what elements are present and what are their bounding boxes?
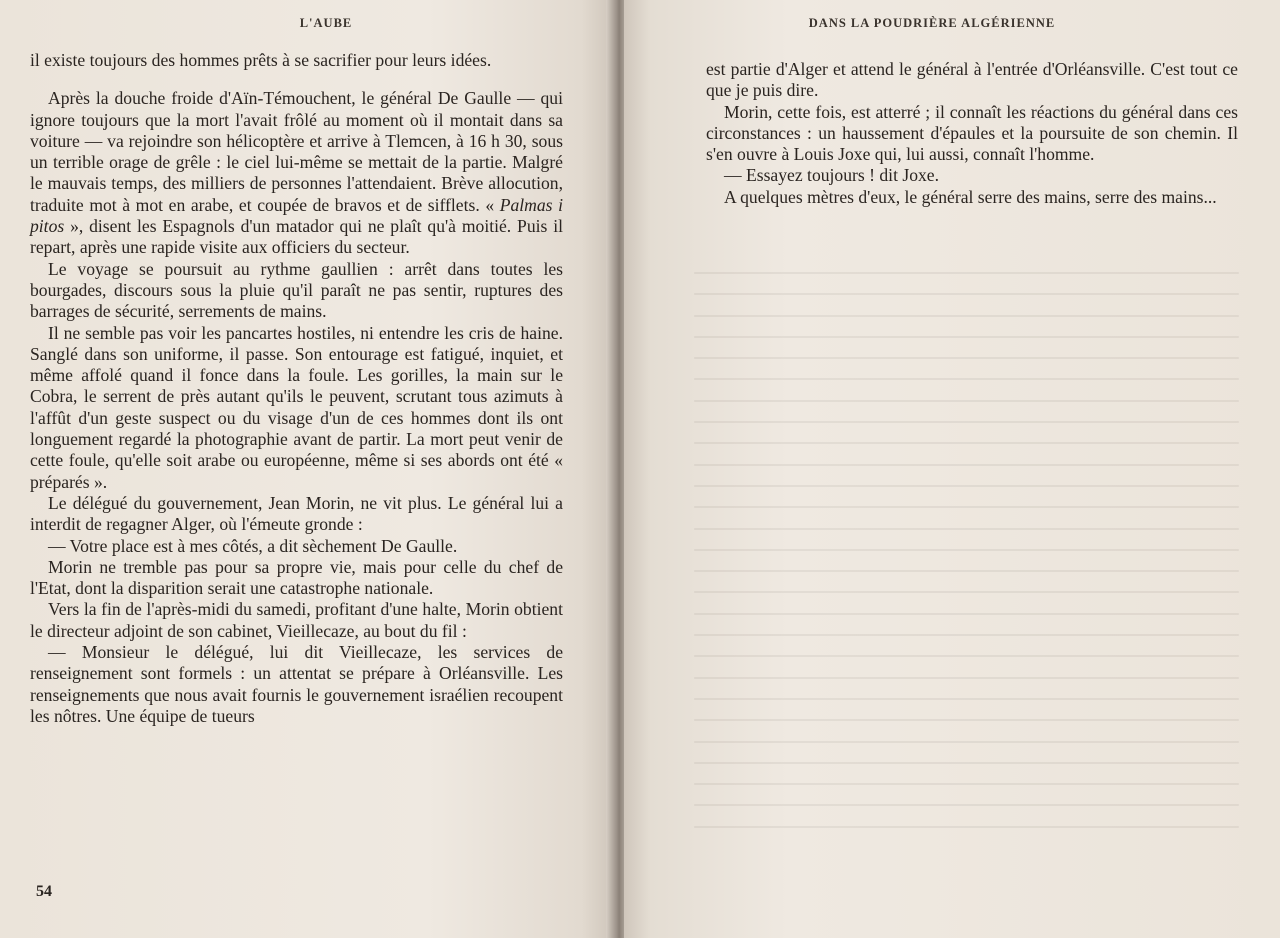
paragraph: il existe toujours des hommes prêts à se sacrifier pour leurs idées.	[30, 50, 492, 70]
right-page	[624, 0, 1280, 938]
paragraph: Morin ne tremble pas pour sa propre vie, mais pour celle du chef de l'Etat, dont la disparition serait une catastrophe nationale.	[30, 556, 563, 599]
paragraph: Il ne semble pas voir les pancartes hostiles, ni entendre les cris de haine. Sanglé dans son uniforme, il passe. Son entourage est fatigué, inquiet, et même affolé quand il fonce dans la foule. Les gorilles, la main sur le Cobra, le serrent de près autant qu'ils le peuvent, scrutant tous azimuts à l'affût d'un geste suspect ou du visage d'un de ces hommes dont ils ont longuement regardé la photographie avant de partir. La mort peut venir de cette foule, qu'elle soit arabe ou européenne, même si ses abords ont été « préparés ».	[30, 322, 563, 492]
page-number: 54	[36, 883, 52, 900]
paragraph-text: », disent les Espagnols d'un matador qui ne plaît qu'à moitié. Puis il repart, après une rapide visite aux officiers du secteur.	[30, 216, 563, 258]
paragraph: Morin, cette fois, est atterré ; il connaît les réactions du général dans ces circonstances : un haussement d'épaules et la poursuite de son chemin. Il s'en ouvre à Louis Joxe qui, lui aussi, connaît l'homme.	[706, 101, 1238, 165]
left-page-body	[30, 50, 563, 727]
paragraph-text: Après la douche froide d'Aïn-Témouchent, le général De Gaulle — qui ignore toujours que la mort l'avait frôlé au moment où il montait dans sa voiture — va rejoindre son hélicoptère et arrive à Tlemcen, à 16 h 30, sous un terrible orage de grêle : le ciel lui-même se mettait de la partie. Malgré le mauvais temps, des milliers de personnes l'attendaient. Brève allocution, traduite mot à mot en arabe, et coupée de bravos et de sifflets. «	[30, 88, 563, 215]
paragraph	[30, 88, 563, 258]
right-page-body	[706, 59, 1238, 208]
italic-quote: Palmas i pitos	[30, 194, 563, 237]
paragraph: Le voyage se poursuit au rythme gaullien : arrêt dans toutes les bourgades, discours sous la pluie qu'il paraît ne pas sentir, ruptures des barrages de sécurité, serrements de mains.	[30, 258, 563, 322]
paragraph: Le délégué du gouvernement, Jean Morin, ne vit plus. Le général lui a interdit de regagner Alger, où l'émeute gronde :	[30, 492, 563, 535]
left-running-head: L'AUBE	[299, 16, 353, 30]
paragraph: Vers la fin de l'après-midi du samedi, profitant d'une halte, Morin obtient le directeur adjoint de son cabinet, Vieillecaze, au bout du fil :	[30, 599, 563, 641]
show-through-texture	[694, 272, 1239, 872]
paragraph: — Essayez toujours ! dit Joxe.	[724, 165, 939, 186]
paragraph: A quelques mètres d'eux, le général serre des mains, serre des mains...	[724, 186, 1217, 207]
paragraph: — Votre place est à mes côtés, a dit sèchement De Gaulle.	[48, 535, 458, 556]
paragraph: est partie d'Alger et attend le général à l'entrée d'Orléansville. C'est tout ce que je puis dire.	[706, 59, 1238, 101]
left-page	[0, 0, 612, 938]
paragraph: — Monsieur le délégué, lui dit Vieillecaze, les services de renseignement sont formels : un attentat se prépare à Orléansville. Les renseignements que nous avait fournis le gouvernement israélien recoupent les nôtres. Une équipe de tueurs	[30, 642, 563, 726]
right-running-head: DANS LA POUDRIÈRE ALGÉRIENNE	[808, 16, 1056, 30]
